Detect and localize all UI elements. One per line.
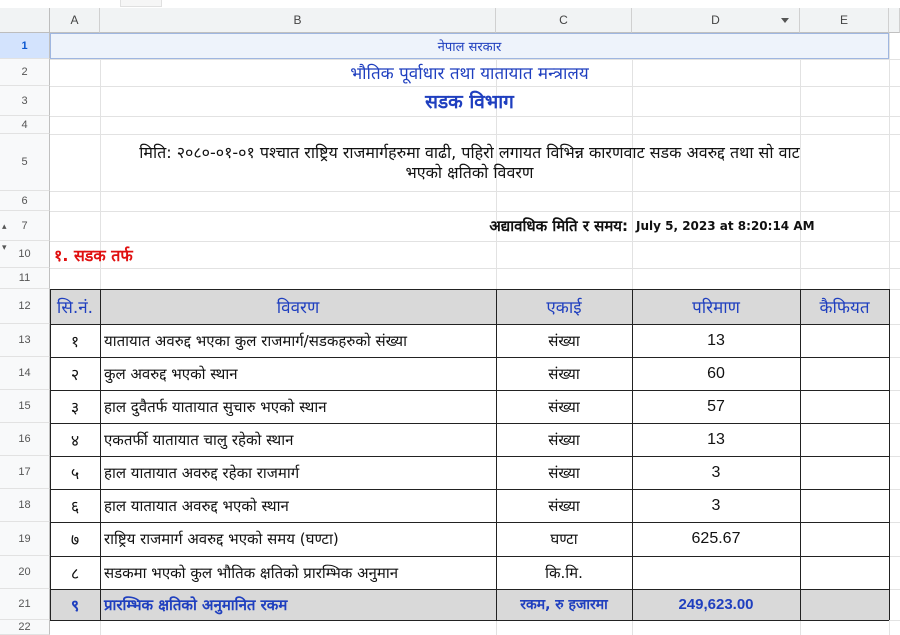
row-sn-text: ४ bbox=[70, 430, 80, 450]
row-header-11[interactable]: 11 bbox=[0, 268, 50, 289]
table-border bbox=[50, 589, 889, 590]
table-border bbox=[496, 289, 497, 620]
row-header-13[interactable]: 13 bbox=[0, 324, 50, 357]
row-sn-text: ५ bbox=[70, 463, 80, 483]
row-unit[interactable] bbox=[496, 390, 632, 423]
row-description-text: एकतर्फी यातायात चालु रहेको स्थान bbox=[104, 430, 294, 449]
row-quantity-text: 625.67 bbox=[691, 530, 741, 547]
row-unit[interactable] bbox=[496, 556, 632, 589]
row-quantity[interactable] bbox=[632, 456, 800, 489]
row-quantity[interactable] bbox=[632, 522, 800, 556]
column-header-e[interactable]: E bbox=[800, 8, 889, 33]
row-unit-text: संख्या bbox=[548, 496, 580, 515]
row-quantity[interactable] bbox=[632, 324, 800, 357]
report-title[interactable]: मिति: २०८०-०१-०१ पश्चात राष्ट्रिय राजमार्गहरुमा वाढी, पहिरो लगायत विभिन्न कारणवाट सडक अवरुद्द तथा सो वाट भएको क्षतिको विवरण bbox=[139, 142, 800, 182]
row-unit[interactable] bbox=[496, 489, 632, 522]
table-border bbox=[50, 289, 51, 620]
row-sn-text: ७ bbox=[70, 530, 80, 549]
row-description-text: हाल दुवैतर्फ यातायात सुचारु भएको स्थान bbox=[104, 397, 327, 416]
row-quantity[interactable] bbox=[632, 423, 800, 456]
row-sn[interactable] bbox=[50, 423, 100, 456]
row-remark[interactable] bbox=[800, 522, 889, 556]
row-description[interactable] bbox=[100, 489, 496, 522]
row-sn-text: २ bbox=[70, 364, 80, 384]
column-header-a[interactable]: A bbox=[50, 8, 100, 33]
row-sn-text: १ bbox=[70, 331, 80, 351]
row-description[interactable] bbox=[100, 522, 496, 556]
row-remark[interactable] bbox=[800, 357, 889, 390]
row-remark[interactable] bbox=[800, 489, 889, 522]
updated-value[interactable]: July 5, 2023 at 8:20:14 AM bbox=[636, 219, 815, 233]
total-sn-text: ९ bbox=[70, 595, 80, 615]
table-border bbox=[50, 324, 889, 325]
header-ministry[interactable]: भौतिक पूर्वाधार तथा यातायात मन्त्रालय bbox=[350, 64, 589, 84]
table-border bbox=[50, 620, 889, 621]
row-remark[interactable] bbox=[800, 556, 889, 589]
row-quantity-text: 60 bbox=[707, 364, 725, 382]
row-remark[interactable] bbox=[800, 390, 889, 423]
total-unit-text: रकम, रु हजारमा bbox=[520, 597, 608, 613]
header-govt[interactable]: नेपाल सरकार bbox=[50, 33, 889, 59]
table-border bbox=[50, 556, 889, 557]
table-border bbox=[800, 289, 801, 620]
header-remarks[interactable] bbox=[800, 289, 889, 324]
row-sn-text: ६ bbox=[70, 496, 80, 516]
gridline-row bbox=[50, 116, 900, 117]
row-unit-text: घण्टा bbox=[550, 530, 578, 548]
section-title[interactable]: १. सडक तर्फ bbox=[54, 245, 133, 265]
row-header-22[interactable]: 22 bbox=[0, 620, 50, 635]
row-unit-text: संख्या bbox=[548, 430, 580, 449]
row-quantity[interactable] bbox=[632, 556, 800, 589]
row-header-15[interactable]: 15 bbox=[0, 390, 50, 423]
header-sn[interactable] bbox=[50, 289, 100, 324]
row-unit-text: संख्या bbox=[548, 331, 580, 350]
header-description-text: विवरण bbox=[276, 298, 320, 318]
row-description-text: राष्ट्रिय राजमार्ग अवरुद्द भएको समय (घण्टा) bbox=[104, 530, 339, 548]
row-description[interactable] bbox=[100, 423, 496, 456]
row-unit-text: संख्या bbox=[548, 397, 580, 416]
row-quantity-text: 3 bbox=[711, 463, 721, 481]
row-header-4[interactable]: 4 bbox=[0, 116, 50, 134]
row-description-text: यातायात अवरुद्द भएका कुल राजमार्ग/सडकहरुको संख्या bbox=[104, 331, 407, 350]
row-header-1[interactable]: 1 bbox=[0, 33, 50, 59]
total-description[interactable] bbox=[100, 589, 496, 620]
row-unit[interactable] bbox=[496, 324, 632, 357]
table-border bbox=[632, 289, 633, 620]
header-department[interactable]: सडक विभाग bbox=[425, 91, 514, 113]
row-description[interactable] bbox=[100, 390, 496, 423]
dropdown-arrow-icon[interactable] bbox=[781, 18, 789, 23]
header-quantity-text: परिमाण bbox=[692, 298, 740, 318]
gridline-row bbox=[50, 268, 900, 269]
total-description-text: प्रारम्भिक क्षतिको अनुमानित रकम bbox=[104, 595, 288, 614]
total-quantity[interactable] bbox=[632, 589, 800, 620]
row-remark[interactable] bbox=[800, 456, 889, 489]
table-border bbox=[50, 456, 889, 457]
collapse-arrow-icon[interactable]: ▾ bbox=[2, 243, 7, 253]
row-header-3[interactable]: 3 bbox=[0, 86, 50, 116]
row-sn[interactable] bbox=[50, 390, 100, 423]
row-sn[interactable] bbox=[50, 489, 100, 522]
row-sn[interactable] bbox=[50, 456, 100, 489]
row-header-10[interactable]: 10 bbox=[0, 241, 50, 268]
row-quantity[interactable] bbox=[632, 390, 800, 423]
row-unit[interactable] bbox=[496, 423, 632, 456]
select-all-corner[interactable] bbox=[0, 8, 50, 33]
row-description[interactable] bbox=[100, 456, 496, 489]
table-border bbox=[50, 423, 889, 424]
row-header-21[interactable]: 21 bbox=[0, 589, 50, 620]
total-sn[interactable] bbox=[50, 589, 100, 620]
row-quantity[interactable] bbox=[632, 357, 800, 390]
row-sn[interactable] bbox=[50, 357, 100, 390]
column-header-c[interactable]: C bbox=[496, 8, 632, 33]
expand-arrow-icon[interactable]: ▴ bbox=[2, 222, 7, 232]
row-sn[interactable] bbox=[50, 324, 100, 357]
column-header-d[interactable]: D bbox=[632, 8, 800, 33]
row-quantity[interactable] bbox=[632, 489, 800, 522]
row-header-19[interactable]: 19 bbox=[0, 522, 50, 556]
row-remark[interactable] bbox=[800, 423, 889, 456]
row-quantity-text: 3 bbox=[711, 496, 721, 514]
total-remark[interactable] bbox=[800, 589, 889, 620]
row-quantity-text: 13 bbox=[707, 331, 725, 349]
row-sn[interactable] bbox=[50, 556, 100, 589]
row-header-16[interactable]: 16 bbox=[0, 423, 50, 456]
row-unit[interactable] bbox=[496, 456, 632, 489]
row-header-12[interactable]: 12 bbox=[0, 289, 50, 324]
updated-label[interactable]: अद्यावधिक मिति र समय: bbox=[489, 217, 628, 235]
row-header-7[interactable]: 7 bbox=[0, 211, 50, 241]
header-sn-text: सि.नं. bbox=[56, 298, 94, 318]
header-unit[interactable] bbox=[496, 289, 632, 324]
row-description-text: सडकमा भएको कुल भौतिक क्षतिको प्रारम्भिक अनुमान bbox=[104, 563, 399, 582]
row-description[interactable] bbox=[100, 556, 496, 589]
row-header-20[interactable]: 20 bbox=[0, 556, 50, 589]
toolbar-tab bbox=[120, 0, 162, 7]
row-description[interactable] bbox=[100, 324, 496, 357]
row-remark[interactable] bbox=[800, 324, 889, 357]
header-quantity[interactable] bbox=[632, 289, 800, 324]
header-unit-text: एकाई bbox=[546, 298, 582, 318]
column-header-blank bbox=[889, 8, 900, 33]
row-sn-text: ८ bbox=[70, 563, 80, 583]
table-border bbox=[50, 390, 889, 391]
row-unit[interactable] bbox=[496, 357, 632, 390]
row-quantity-text: 57 bbox=[707, 397, 725, 415]
row-description-text: कुल अवरुद्द भएको स्थान bbox=[104, 364, 238, 383]
row-header-2[interactable]: 2 bbox=[0, 59, 50, 86]
column-header-b[interactable]: B bbox=[100, 8, 496, 33]
row-header-6[interactable]: 6 bbox=[0, 191, 50, 211]
table-border bbox=[50, 489, 889, 490]
row-sn[interactable] bbox=[50, 522, 100, 556]
row-description[interactable] bbox=[100, 357, 496, 390]
table-border bbox=[50, 289, 889, 290]
row-unit-text: कि.मि. bbox=[545, 563, 583, 582]
table-border bbox=[50, 522, 889, 523]
row-unit-text: संख्या bbox=[548, 364, 580, 383]
table-border bbox=[50, 357, 889, 358]
table-border bbox=[100, 289, 101, 620]
row-header-14[interactable]: 14 bbox=[0, 357, 50, 390]
row-header-18[interactable]: 18 bbox=[0, 489, 50, 522]
header-remarks-text: कैफियत bbox=[819, 298, 870, 318]
table-border bbox=[889, 289, 890, 620]
total-unit[interactable] bbox=[496, 589, 632, 620]
row-unit[interactable] bbox=[496, 522, 632, 556]
row-header-17[interactable]: 17 bbox=[0, 456, 50, 489]
total-quantity-text: 249,623.00 bbox=[678, 596, 754, 613]
top-strip bbox=[0, 0, 900, 8]
row-quantity-text: 13 bbox=[707, 430, 725, 448]
row-sn-text: ३ bbox=[70, 397, 80, 417]
header-description[interactable] bbox=[100, 289, 496, 324]
gridline-row bbox=[50, 191, 900, 192]
row-description-text: हाल यातायात अवरुद्द भएको स्थान bbox=[104, 496, 289, 515]
row-header-5[interactable]: 5 bbox=[0, 134, 50, 191]
row-description-text: हाल यातायात अवरुद्द रहेका राजमार्ग bbox=[104, 463, 300, 482]
row-unit-text: संख्या bbox=[548, 463, 580, 482]
